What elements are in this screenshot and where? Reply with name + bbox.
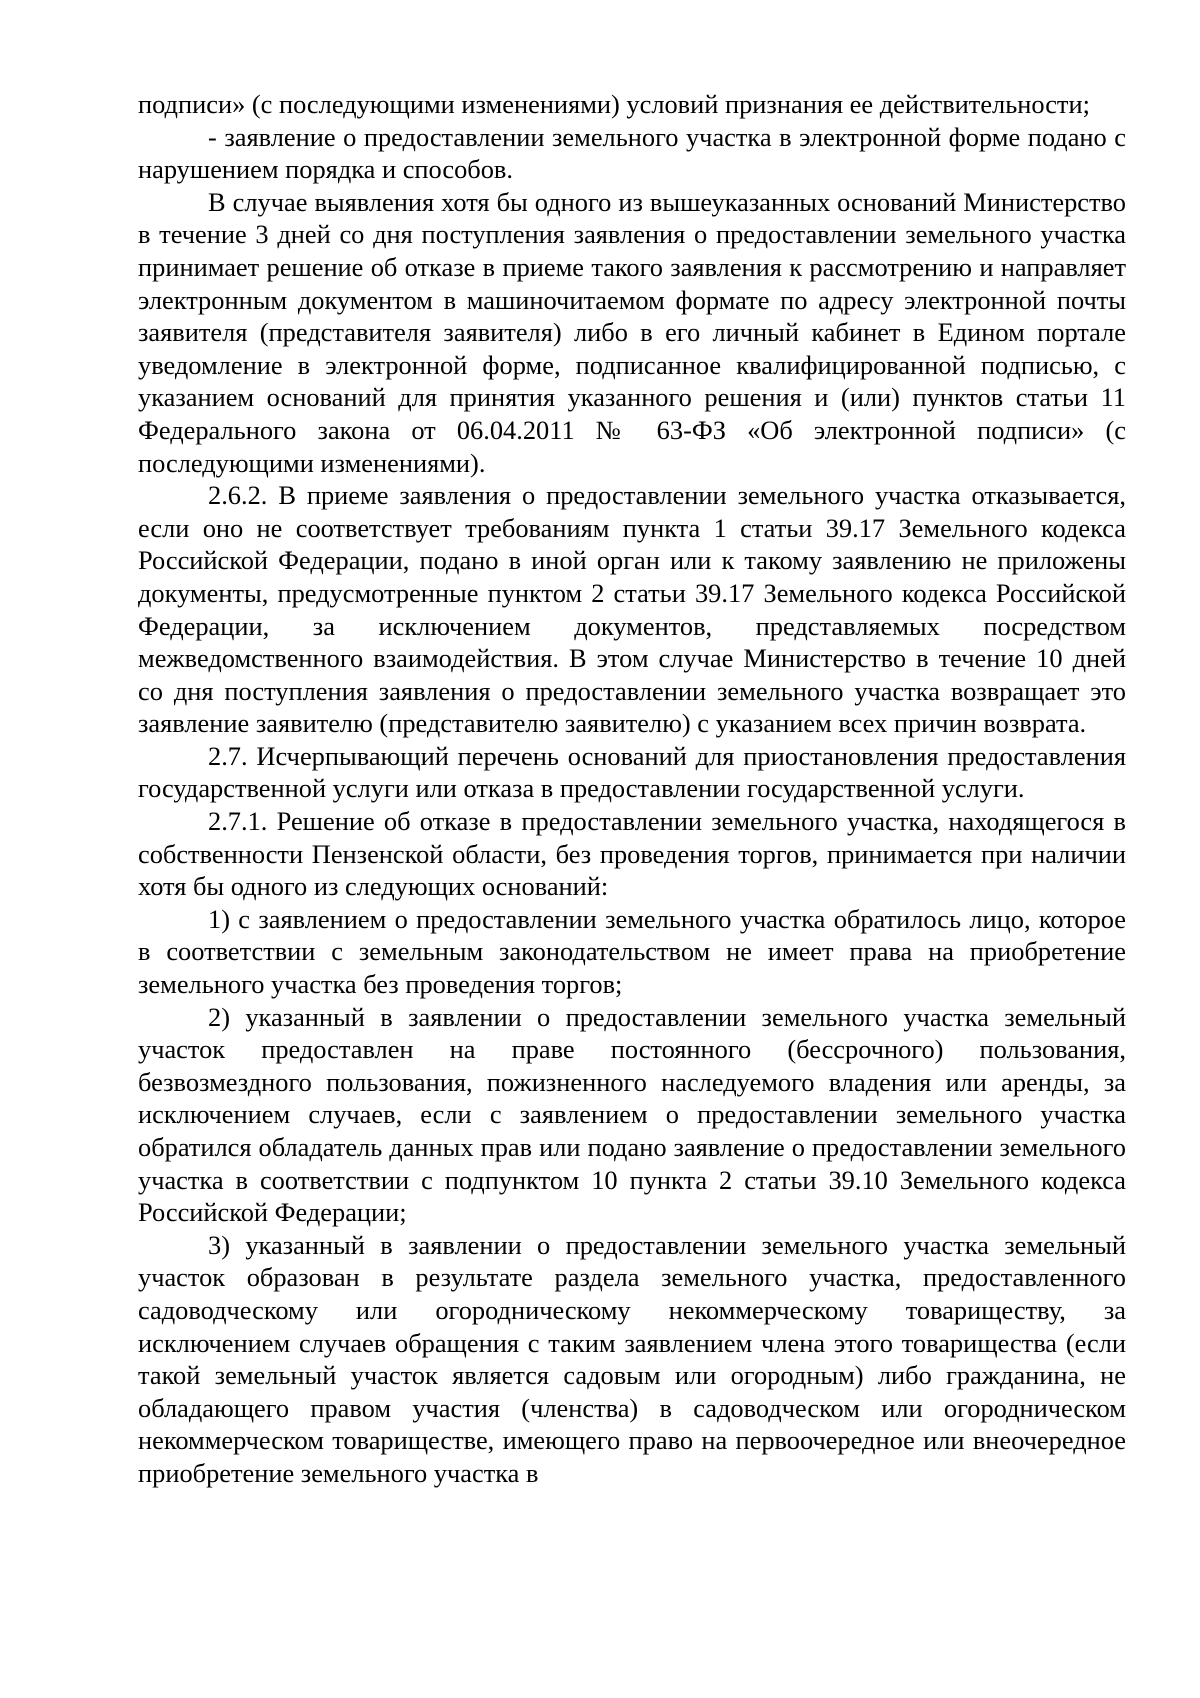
paragraph-refusal-notice: В случае выявления хотя бы одного из вышеуказанных оснований Министерство в течение 3 дней со дня поступления заявления о предоставлении земельного участка принимает решение об отказе в приеме такого заявления к рассмотрению и направляет электронным документом в машиночитаемом формате по адресу электронной почты заявителя (представителя заявителя) либо в его личный кабинет в Едином портале уведомление в электронной форме, подписанное квалифицированной подписью, с указанием оснований для принятия указанного решения и (или) пунктов статьи 11 Федерального закона от 06.04.2011 № 63-ФЗ «Об электронной подписи» (с последующими изменениями). bbox=[138, 186, 1126, 478]
document-page bbox=[138, 88, 1126, 1490]
paragraph-continuation: подписи» (с последующими изменениями) условий признания ее действительности; bbox=[138, 89, 1090, 119]
list-item-1: 1) с заявлением о предоставлении земельного участка обратилось лицо, которое в соответствии с земельным законодательством не имеет права на приобретение земельного участка без проведения торгов; bbox=[138, 903, 1126, 1000]
list-item-3: 3) указанный в заявлении о предоставлении земельного участка земельный участок образован в результате раздела земельного участка, предоставленного садоводческому или огородническому некоммерческому товариществу, за исключением случаев обращения с таким заявлением члена этого товарищества (если такой земельный участок является садовым или огородным) либо гражданина, не обладающего правом участия (членства) в садоводческом или огородническом некоммерческом товариществе, имеющего право на первоочередное или внеочередное приобретение земельного участка в bbox=[138, 1229, 1126, 1488]
paragraph-2-7: 2.7. Исчерпывающий перечень оснований для приостановления предоставления государственной услуги или отказа в предоставлении государственной услуги. bbox=[138, 740, 1126, 804]
paragraph-2-6-2: 2.6.2. В приеме заявления о предоставлении земельного участка отказывается, если оно не соответствует требованиям пункта 1 статьи 39.17 Земельного кодекса Российской Федерации, подано в иной орган или к такому заявлению не приложены документы, предусмотренные пунктом 2 статьи 39.17 Земельного кодекса Российской Федерации, за исключением документов, представляемых посредством межведомственного взаимодействия. В этом случае Министерство в течение 10 дней со дня поступления заявления о предоставлении земельного участка возвращает это заявление заявителю (представителю заявителю) с указанием всех причин возврата. bbox=[138, 480, 1126, 739]
list-item-2: 2) указанный в заявлении о предоставлении земельного участка земельный участок предоставлен на праве постоянного (бессрочного) пользования, безвозмездного пользования, пожизненного наследуемого владения или аренды, за исключением случаев, если с заявлением о предоставлении земельного участка обратился обладатель данных прав или подано заявление о предоставлении земельного участка в соответствии с подпунктом 10 пункта 2 статьи 39.10 Земельного кодекса Российской Федерации; bbox=[138, 1001, 1126, 1228]
paragraph-electronic-form: - заявление о предоставлении земельного участка в электронной форме подано с нарушением порядка и способов. bbox=[138, 121, 1126, 185]
paragraph-2-7-1: 2.7.1. Решение об отказе в предоставлении земельного участка, находящегося в собственности Пензенской области, без проведения торгов, принимается при наличии хотя бы одного из следующих оснований: bbox=[138, 806, 1126, 902]
